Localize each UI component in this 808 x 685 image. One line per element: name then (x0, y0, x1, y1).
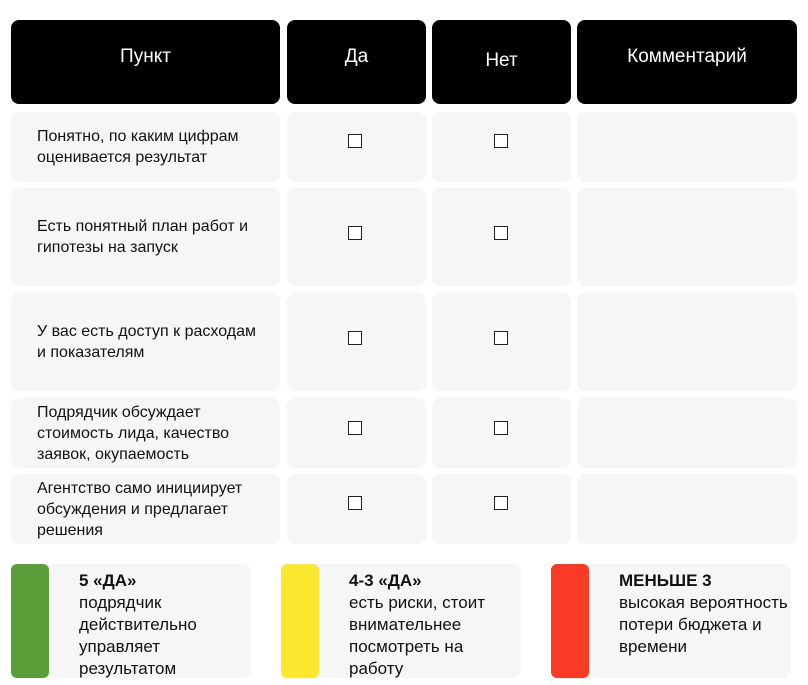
header-yes-label: Да (344, 46, 369, 67)
row-3-yes-checkbox[interactable] (348, 331, 362, 345)
legend-green-swatch (11, 564, 49, 678)
row-3-label-cell (11, 293, 280, 391)
legend-red-swatch (551, 564, 589, 678)
row-5-yes-cell (287, 474, 426, 544)
header-no (432, 20, 571, 104)
legend-red-description: высокая вероятность потери бюджета и времени (619, 593, 788, 656)
row-1-no-checkbox[interactable] (494, 134, 508, 148)
row-2-label-cell (11, 188, 280, 286)
header-comment-label: Комментарий (627, 46, 747, 67)
legend-yellow-title: 4-3 «ДА» (349, 571, 422, 590)
row-3-label: У вас есть доступ к расходам и показателям (37, 323, 256, 361)
legend-yellow-description: есть риски, стоит внимательнее посмотреть на работу (349, 593, 485, 678)
legend-red (551, 564, 791, 678)
row-5-comment-cell[interactable] (577, 474, 797, 544)
header-no-label: Нет (485, 50, 518, 71)
header-yes (287, 20, 426, 104)
legend-yellow (281, 564, 521, 678)
row-4-no-checkbox[interactable] (494, 421, 508, 435)
row-4-comment-cell[interactable] (577, 398, 797, 468)
row-1-yes-checkbox[interactable] (348, 134, 362, 148)
row-4-label-cell (11, 398, 280, 468)
legend-red-title: МЕНЬШЕ 3 (619, 571, 712, 590)
row-5-label: Агентство само инициирует обсуждения и предлагает решения (37, 479, 243, 539)
header-comment (577, 20, 797, 104)
header-item (11, 20, 280, 104)
header-item-label: Пункт (120, 46, 171, 67)
row-1-label: Понятно, по каким цифрам оценивается результат (37, 128, 239, 166)
row-2-no-checkbox[interactable] (494, 226, 508, 240)
row-1-comment-cell[interactable] (577, 112, 797, 182)
row-4-yes-checkbox[interactable] (348, 421, 362, 435)
row-1-label-cell (11, 112, 280, 182)
legend-green-title: 5 «ДА» (79, 571, 137, 590)
row-2-yes-cell (287, 188, 426, 286)
legend-red-text (619, 570, 789, 658)
legend-green-text (79, 570, 251, 680)
row-2-yes-checkbox[interactable] (348, 226, 362, 240)
row-3-yes-cell (287, 293, 426, 391)
row-5-label-cell (11, 474, 280, 544)
row-4-no-cell (432, 398, 571, 468)
row-1-yes-cell (287, 112, 426, 182)
row-1-no-cell (432, 112, 571, 182)
legend-yellow-text (349, 570, 521, 680)
row-2-no-cell (432, 188, 571, 286)
legend-yellow-swatch (281, 564, 319, 678)
row-5-no-checkbox[interactable] (494, 496, 508, 510)
row-5-no-cell (432, 474, 571, 544)
row-2-label: Есть понятный план работ и гипотезы на запуск (37, 218, 249, 256)
row-3-comment-cell[interactable] (577, 293, 797, 391)
row-3-no-cell (432, 293, 571, 391)
legend-green-description: подрядчик действительно управляет результатом (79, 593, 197, 678)
row-4-label: Подрядчик обсуждает стоимость лида, качество заявок, окупаемость (37, 403, 230, 463)
row-2-comment-cell[interactable] (577, 188, 797, 286)
row-3-no-checkbox[interactable] (494, 331, 508, 345)
row-5-yes-checkbox[interactable] (348, 496, 362, 510)
row-4-yes-cell (287, 398, 426, 468)
legend-green (11, 564, 251, 678)
